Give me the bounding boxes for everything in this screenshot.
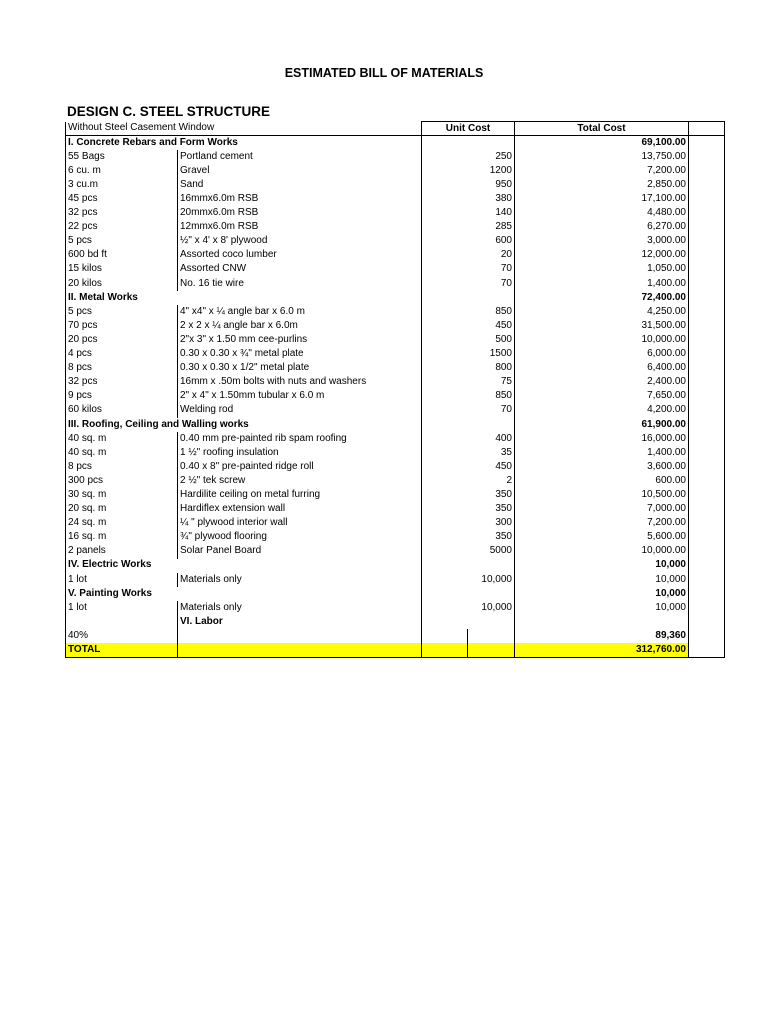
item-blank [689, 262, 725, 276]
item-total-cost: 31,500.00 [515, 319, 689, 333]
section-title: I. Concrete Rebars and Form Works [66, 136, 422, 150]
section-title: III. Roofing, Ceiling and Walling works [66, 417, 422, 431]
table-row [66, 516, 725, 530]
item-description: 12mmx6.0m RSB [178, 220, 422, 234]
item-total-cost: 2,400.00 [515, 375, 689, 389]
header-note: Without Steel Casement Window [66, 122, 422, 136]
item-blank [689, 544, 725, 558]
item-description: ½" x 4' x 8' plywood [178, 234, 422, 248]
item-blank [689, 403, 725, 417]
item-description: 2 x 2 x ¼ angle bar x 6.0m [178, 319, 422, 333]
table-row [66, 319, 725, 333]
table-row [66, 488, 725, 502]
item-description: No. 16 tie wire [178, 277, 422, 291]
section-total: 10,000 [515, 587, 689, 601]
item-blank [689, 474, 725, 488]
item-unit-cost: 5000 [422, 544, 515, 558]
item-total-cost: 4,200.00 [515, 403, 689, 417]
table-row [66, 530, 725, 544]
item-quantity: 4 pcs [66, 347, 178, 361]
item-quantity: 300 pcs [66, 474, 178, 488]
item-quantity: 40 sq. m [66, 446, 178, 460]
table-row [66, 432, 725, 446]
item-total-cost: 10,000.00 [515, 333, 689, 347]
item-total-cost: 10,500.00 [515, 488, 689, 502]
item-unit-cost: 10,000 [422, 601, 515, 615]
item-quantity: 1 lot [66, 573, 178, 587]
item-blank [689, 164, 725, 178]
item-unit-cost: 450 [422, 319, 515, 333]
item-quantity: 32 pcs [66, 206, 178, 220]
item-blank [689, 150, 725, 164]
item-quantity: 16 sq. m [66, 530, 178, 544]
item-blank [689, 389, 725, 403]
item-unit-cost: 1500 [422, 347, 515, 361]
item-total-cost: 7,650.00 [515, 389, 689, 403]
item-unit-cost: 70 [422, 403, 515, 417]
labor-rate-unit-b [468, 629, 515, 643]
item-description: 4" x4" x ¼ angle bar x 6.0 m [178, 305, 422, 319]
item-unit-cost: 950 [422, 178, 515, 192]
item-description: 0.30 x 0.30 x ¾" metal plate [178, 347, 422, 361]
section-total: 10,000 [515, 558, 689, 572]
item-quantity: 5 pcs [66, 305, 178, 319]
item-quantity: 70 pcs [66, 319, 178, 333]
section-unit-blank [422, 136, 515, 150]
labor-rate-unit-a [422, 629, 468, 643]
table-row [66, 403, 725, 417]
item-description: 0.40 mm pre-painted rib spam roofing [178, 432, 422, 446]
table-row [66, 262, 725, 276]
table-row [66, 601, 725, 615]
item-total-cost: 3,000.00 [515, 234, 689, 248]
item-blank [689, 361, 725, 375]
table-row [66, 206, 725, 220]
item-description: 2"x 3" x 1.50 mm cee-purlins [178, 333, 422, 347]
header-total-cost: Total Cost [515, 122, 689, 136]
labor-rate: 40% [66, 629, 178, 643]
item-quantity: 1 lot [66, 601, 178, 615]
item-quantity: 6 cu. m [66, 164, 178, 178]
item-blank [689, 530, 725, 544]
item-blank [689, 206, 725, 220]
grand-total-row [66, 643, 725, 657]
table-row [66, 248, 725, 262]
item-quantity: 30 sq. m [66, 488, 178, 502]
item-blank [689, 192, 725, 206]
item-description: Hardiflex extension wall [178, 502, 422, 516]
section-row [66, 291, 725, 305]
item-blank [689, 488, 725, 502]
item-total-cost: 4,480.00 [515, 206, 689, 220]
item-unit-cost: 20 [422, 248, 515, 262]
item-description: Gravel [178, 164, 422, 178]
table-row [66, 220, 725, 234]
item-total-cost: 7,000.00 [515, 502, 689, 516]
item-unit-cost: 140 [422, 206, 515, 220]
item-description: Materials only [178, 573, 422, 587]
item-unit-cost: 850 [422, 305, 515, 319]
item-blank [689, 178, 725, 192]
grand-total-end [689, 643, 725, 657]
table-header-row [66, 122, 725, 136]
section-row [66, 136, 725, 150]
labor-title: VI. Labor [178, 615, 422, 629]
section-blank [689, 291, 725, 305]
item-total-cost: 600.00 [515, 474, 689, 488]
labor-unit-blank [422, 615, 515, 629]
item-total-cost: 5,600.00 [515, 530, 689, 544]
item-total-cost: 1,050.00 [515, 262, 689, 276]
item-quantity: 3 cu.m [66, 178, 178, 192]
section-blank [689, 136, 725, 150]
item-blank [689, 516, 725, 530]
item-total-cost: 3,600.00 [515, 460, 689, 474]
item-total-cost: 10,000 [515, 601, 689, 615]
section-title: II. Metal Works [66, 291, 422, 305]
item-description: Materials only [178, 601, 422, 615]
item-blank [689, 248, 725, 262]
item-description: 2" x 4" x 1.50mm tubular x 6.0 m [178, 389, 422, 403]
item-unit-cost: 400 [422, 432, 515, 446]
item-description: 0.40 x 8" pre-painted ridge roll [178, 460, 422, 474]
item-description: 0.30 x 0.30 x 1/2" metal plate [178, 361, 422, 375]
item-blank [689, 446, 725, 460]
table-row [66, 178, 725, 192]
design-subtitle: DESIGN C. STEEL STRUCTURE [67, 104, 271, 119]
section-row [66, 417, 725, 431]
item-description: Welding rod [178, 403, 422, 417]
item-quantity: 60 kilos [66, 403, 178, 417]
item-blank [689, 432, 725, 446]
item-total-cost: 7,200.00 [515, 516, 689, 530]
item-blank [689, 573, 725, 587]
labor-total-blank [515, 615, 689, 629]
section-blank [689, 558, 725, 572]
item-total-cost: 13,750.00 [515, 150, 689, 164]
labor-blank [689, 615, 725, 629]
section-row [66, 587, 725, 601]
item-quantity: 8 pcs [66, 460, 178, 474]
table-row [66, 164, 725, 178]
item-unit-cost: 250 [422, 150, 515, 164]
section-blank [689, 587, 725, 601]
labor-section-row [66, 615, 725, 629]
item-unit-cost: 350 [422, 488, 515, 502]
item-quantity: 20 sq. m [66, 502, 178, 516]
section-total: 69,100.00 [515, 136, 689, 150]
table-row [66, 446, 725, 460]
table-row [66, 361, 725, 375]
item-description: 16mm x .50m bolts with nuts and washers [178, 375, 422, 389]
item-quantity: 5 pcs [66, 234, 178, 248]
item-unit-cost: 350 [422, 502, 515, 516]
section-total: 72,400.00 [515, 291, 689, 305]
item-total-cost: 10,000 [515, 573, 689, 587]
grand-total-value: 312,760.00 [515, 643, 689, 657]
item-unit-cost: 75 [422, 375, 515, 389]
grand-total-blank-desc [178, 643, 422, 657]
grand-total-blank-a [422, 643, 468, 657]
table-row [66, 389, 725, 403]
item-description: 16mmx6.0m RSB [178, 192, 422, 206]
item-quantity: 55 Bags [66, 150, 178, 164]
section-total: 61,900.00 [515, 417, 689, 431]
item-unit-cost: 2 [422, 474, 515, 488]
item-blank [689, 347, 725, 361]
item-blank [689, 333, 725, 347]
item-unit-cost: 850 [422, 389, 515, 403]
item-total-cost: 1,400.00 [515, 446, 689, 460]
item-total-cost: 6,400.00 [515, 361, 689, 375]
table-row [66, 502, 725, 516]
item-blank [689, 277, 725, 291]
item-unit-cost: 600 [422, 234, 515, 248]
item-quantity: 40 sq. m [66, 432, 178, 446]
document-title: ESTIMATED BILL OF MATERIALS [284, 66, 484, 80]
item-quantity: 20 kilos [66, 277, 178, 291]
item-description: Assorted coco lumber [178, 248, 422, 262]
section-row [66, 558, 725, 572]
table-row [66, 234, 725, 248]
item-total-cost: 1,400.00 [515, 277, 689, 291]
section-unit-blank [422, 587, 515, 601]
bill-of-materials-table [65, 121, 725, 658]
item-quantity: 45 pcs [66, 192, 178, 206]
item-total-cost: 12,000.00 [515, 248, 689, 262]
item-unit-cost: 70 [422, 277, 515, 291]
item-blank [689, 220, 725, 234]
item-blank [689, 234, 725, 248]
labor-rate-row [66, 629, 725, 643]
item-description: 2 ½" tek screw [178, 474, 422, 488]
item-quantity: 600 bd ft [66, 248, 178, 262]
item-total-cost: 6,000.00 [515, 347, 689, 361]
item-description: 1 ½" roofing insulation [178, 446, 422, 460]
labor-rate-end [689, 629, 725, 643]
item-quantity: 9 pcs [66, 389, 178, 403]
table-row [66, 150, 725, 164]
table-row [66, 460, 725, 474]
item-quantity: 20 pcs [66, 333, 178, 347]
table-row [66, 544, 725, 558]
table-row [66, 277, 725, 291]
labor-rate-blank [178, 629, 422, 643]
item-description: ¼ " plywood interior wall [178, 516, 422, 530]
labor-total: 89,360 [515, 629, 689, 643]
item-unit-cost: 300 [422, 516, 515, 530]
item-description: Assorted CNW [178, 262, 422, 276]
grand-total-blank-b [468, 643, 515, 657]
item-total-cost: 6,270.00 [515, 220, 689, 234]
table-row [66, 305, 725, 319]
item-quantity: 2 panels [66, 544, 178, 558]
item-unit-cost: 35 [422, 446, 515, 460]
item-blank [689, 375, 725, 389]
header-blank [689, 122, 725, 136]
item-unit-cost: 350 [422, 530, 515, 544]
item-unit-cost: 285 [422, 220, 515, 234]
item-total-cost: 10,000.00 [515, 544, 689, 558]
item-description: ¾" plywood flooring [178, 530, 422, 544]
section-unit-blank [422, 558, 515, 572]
item-blank [689, 305, 725, 319]
table-row [66, 474, 725, 488]
item-description: Sand [178, 178, 422, 192]
item-unit-cost: 450 [422, 460, 515, 474]
header-unit-cost: Unit Cost [422, 122, 515, 136]
item-unit-cost: 800 [422, 361, 515, 375]
section-title: V. Painting Works [66, 587, 422, 601]
table-row [66, 347, 725, 361]
section-unit-blank [422, 291, 515, 305]
table-row [66, 192, 725, 206]
item-quantity: 15 kilos [66, 262, 178, 276]
item-total-cost: 4,250.00 [515, 305, 689, 319]
item-quantity: 24 sq. m [66, 516, 178, 530]
item-quantity: 22 pcs [66, 220, 178, 234]
item-unit-cost: 380 [422, 192, 515, 206]
item-description: 20mmx6.0m RSB [178, 206, 422, 220]
item-quantity: 32 pcs [66, 375, 178, 389]
item-unit-cost: 500 [422, 333, 515, 347]
table-row [66, 333, 725, 347]
item-blank [689, 460, 725, 474]
section-unit-blank [422, 417, 515, 431]
item-total-cost: 17,100.00 [515, 192, 689, 206]
item-blank [689, 502, 725, 516]
item-total-cost: 7,200.00 [515, 164, 689, 178]
item-total-cost: 16,000.00 [515, 432, 689, 446]
item-unit-cost: 70 [422, 262, 515, 276]
table-row [66, 375, 725, 389]
labor-blank-qty [66, 615, 178, 629]
item-unit-cost: 10,000 [422, 573, 515, 587]
item-description: Solar Panel Board [178, 544, 422, 558]
grand-total-label: TOTAL [66, 643, 178, 657]
item-description: Hardilite ceiling on metal furring [178, 488, 422, 502]
item-blank [689, 601, 725, 615]
item-blank [689, 319, 725, 333]
table-row [66, 573, 725, 587]
item-unit-cost: 1200 [422, 164, 515, 178]
item-total-cost: 2,850.00 [515, 178, 689, 192]
section-blank [689, 417, 725, 431]
item-quantity: 8 pcs [66, 361, 178, 375]
section-title: IV. Electric Works [66, 558, 422, 572]
item-description: Portland cement [178, 150, 422, 164]
